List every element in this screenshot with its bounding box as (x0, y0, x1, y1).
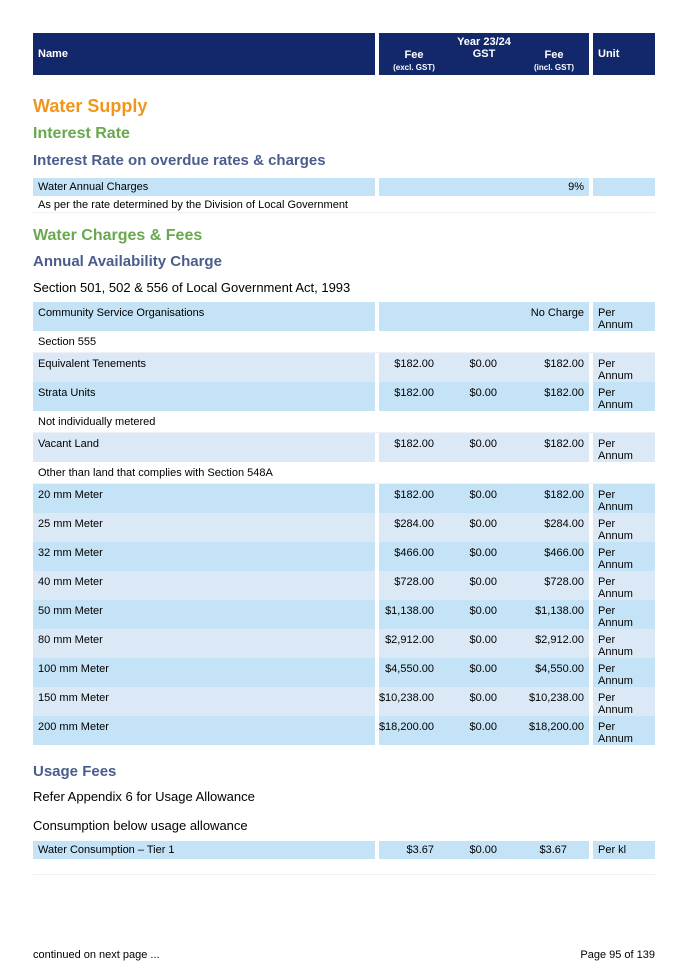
gst-value: $0.00 (469, 634, 497, 646)
unit-line-1: Per (598, 605, 616, 617)
table-empty-row (33, 859, 655, 875)
unit-value (598, 721, 633, 745)
fee-excl-value: $3.67 (406, 844, 434, 856)
unit-line-2: Annum (598, 733, 633, 745)
unit-value (598, 518, 633, 542)
continued-note: continued on next page ... (33, 949, 160, 961)
usage-title: Usage Fees (33, 763, 117, 780)
table-note-row (33, 196, 655, 213)
gst-value: $0.00 (469, 387, 497, 399)
charges-subtitle: Annual Availability Charge (33, 253, 222, 270)
row-name: Equivalent Tenements (38, 358, 147, 370)
unit-value (598, 387, 633, 411)
row-name: 80 mm Meter (38, 634, 103, 646)
unit-line-2: Annum (598, 559, 633, 571)
no-charge-value: No Charge (530, 307, 584, 319)
row-name: 100 mm Meter (38, 663, 109, 675)
row-name: Water Consumption – Tier 1 (38, 844, 175, 856)
table-row (33, 600, 655, 629)
table-row (33, 178, 655, 196)
row-name: 150 mm Meter (38, 692, 109, 704)
charges-title: Water Charges & Fees (33, 227, 203, 244)
fee-excl-value: $182.00 (394, 358, 434, 370)
fee-incl-value: $3.67 (539, 844, 567, 856)
unit-line-2: Annum (598, 675, 633, 687)
header-fee-incl-sub: (incl. GST) (534, 63, 574, 72)
row-note: Section 555 (38, 336, 97, 348)
row-name: 25 mm Meter (38, 518, 103, 530)
gst-value: $0.00 (469, 358, 497, 370)
row-name: 32 mm Meter (38, 547, 103, 559)
fee-excl-value: $182.00 (394, 438, 434, 450)
header-fee-incl-label: Fee (544, 49, 564, 61)
unit-line-2: Annum (598, 370, 633, 382)
table-row (33, 302, 655, 331)
unit-value (598, 634, 633, 658)
unit-value (598, 307, 633, 331)
table-row (33, 353, 655, 382)
table-note-row (33, 462, 655, 484)
row-name: Community Service Organisations (38, 307, 205, 319)
unit-line-1: Per (598, 576, 616, 588)
table-row (33, 629, 655, 658)
header-unit-label: Unit (598, 48, 620, 60)
row-name: 200 mm Meter (38, 721, 109, 733)
header-fee-excl-label: Fee (404, 49, 424, 61)
unit-line-2: Annum (598, 501, 633, 513)
unit-line-2: Annum (598, 588, 633, 600)
unit-line-1: Per (598, 518, 616, 530)
row-note: Not individually metered (38, 416, 156, 428)
fee-excl-value: $2,912.00 (385, 634, 434, 646)
unit-line-1: Per (598, 438, 616, 450)
unit-value (598, 576, 633, 600)
unit-line-1: Per (598, 489, 616, 501)
gst-value: $0.00 (469, 721, 497, 733)
usage-text-1: Refer Appendix 6 for Usage Allowance (33, 789, 255, 804)
table-row (33, 716, 655, 745)
row-name: 50 mm Meter (38, 605, 103, 617)
fee-incl-value: $466.00 (544, 547, 584, 559)
unit-value: Per kl (598, 844, 627, 856)
unit-value (598, 438, 633, 462)
gst-value: $0.00 (469, 547, 497, 559)
unit-line-1: Per (598, 387, 616, 399)
unit-value (598, 692, 633, 716)
fee-incl-value: $728.00 (544, 576, 584, 588)
row-value: 9% (568, 181, 584, 193)
fee-excl-value: $4,550.00 (385, 663, 434, 675)
table-header-fees (379, 33, 589, 75)
unit-line-2: Annum (598, 646, 633, 658)
unit-value (598, 547, 633, 571)
table-row (33, 382, 655, 411)
unit-line-1: Per (598, 307, 616, 319)
unit-value (598, 358, 633, 382)
fee-excl-value: $10,238.00 (378, 692, 434, 704)
unit-line-2: Annum (598, 399, 633, 411)
gst-value: $0.00 (469, 605, 497, 617)
gst-value: $0.00 (469, 576, 497, 588)
unit-value (598, 663, 633, 687)
row-note: As per the rate determined by the Division of Local Government (38, 199, 348, 211)
gst-value: $0.00 (469, 518, 497, 530)
row-name: 20 mm Meter (38, 489, 103, 501)
gst-value: $0.00 (469, 489, 497, 501)
fee-incl-value: $1,138.00 (535, 605, 584, 617)
row-name: Vacant Land (38, 438, 99, 450)
interest-subtitle: Interest Rate on overdue rates & charges (33, 152, 326, 169)
page-number: Page 95 of 139 (580, 949, 655, 961)
fee-excl-value: $728.00 (394, 576, 434, 588)
fee-excl-value: $1,138.00 (385, 605, 434, 617)
gst-value: $0.00 (469, 663, 497, 675)
table-row (33, 513, 655, 542)
gst-value: $0.00 (469, 844, 497, 856)
row-name: Water Annual Charges (38, 181, 149, 193)
fee-incl-value: $2,912.00 (535, 634, 584, 646)
header-gst-label: GST (472, 48, 496, 60)
fee-excl-value: $466.00 (394, 547, 434, 559)
table-row (33, 687, 655, 716)
unit-value (598, 489, 633, 513)
row-name: 40 mm Meter (38, 576, 103, 588)
unit-line-2: Annum (598, 704, 633, 716)
unit-line-1: Per (598, 721, 616, 733)
table-row (33, 433, 655, 462)
fee-excl-value: $182.00 (394, 489, 434, 501)
section-title: Water Supply (33, 96, 148, 116)
unit-line-2: Annum (598, 319, 633, 331)
table-row (33, 542, 655, 571)
table-note-row (33, 331, 655, 353)
usage-text-2: Consumption below usage allowance (33, 818, 248, 833)
table-row (33, 484, 655, 513)
table-row (33, 571, 655, 600)
unit-line-1: Per (598, 663, 616, 675)
header-year-label: Year 23/24 (457, 36, 511, 48)
gst-value: $0.00 (469, 438, 497, 450)
unit-line-1: Per (598, 547, 616, 559)
unit-line-2: Annum (598, 530, 633, 542)
unit-line-1: Per (598, 358, 616, 370)
fee-excl-value: $284.00 (394, 518, 434, 530)
fee-incl-value: $18,200.00 (528, 721, 584, 733)
table-note-row (33, 411, 655, 433)
unit-line-1: Per (598, 692, 616, 704)
fee-incl-value: $4,550.00 (535, 663, 584, 675)
unit-line-2: Annum (598, 617, 633, 629)
table-row (33, 658, 655, 687)
gst-value: $0.00 (469, 692, 497, 704)
fee-incl-value: $10,238.00 (528, 692, 584, 704)
fee-excl-value: $182.00 (394, 387, 434, 399)
fee-excl-value: $18,200.00 (378, 721, 434, 733)
header-fee-excl-sub: (excl. GST) (393, 63, 435, 72)
fee-incl-value: $182.00 (544, 387, 584, 399)
header-name-label: Name (38, 48, 68, 60)
unit-line-2: Annum (598, 450, 633, 462)
row-name: Strata Units (38, 387, 96, 399)
fee-incl-value: $182.00 (544, 438, 584, 450)
charges-section-text: Section 501, 502 & 556 of Local Government Act, 1993 (33, 280, 351, 295)
unit-line-1: Per (598, 634, 616, 646)
fee-incl-value: $182.00 (544, 489, 584, 501)
interest-title: Interest Rate (33, 125, 130, 142)
fee-incl-value: $182.00 (544, 358, 584, 370)
table-header-name (33, 33, 375, 75)
table-header-unit (593, 33, 655, 75)
unit-value (598, 605, 633, 629)
table-row (33, 841, 655, 859)
fee-incl-value: $284.00 (544, 518, 584, 530)
row-note: Other than land that complies with Section 548A (38, 467, 273, 479)
